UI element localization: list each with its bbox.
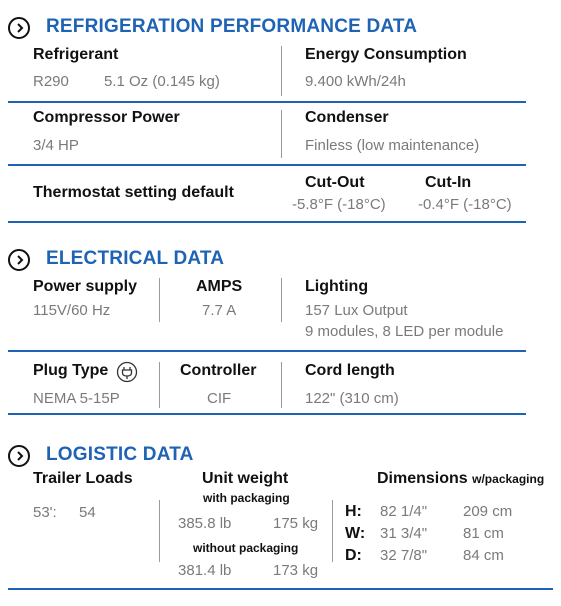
divider <box>8 350 526 352</box>
dimensions-suffix: w/packaging <box>472 472 545 486</box>
plug-value: NEMA 5-15P <box>33 390 120 407</box>
with-packaging-label: with packaging <box>203 491 290 505</box>
divider <box>8 588 553 590</box>
without-packaging-lb: 381.4 lb <box>178 562 232 579</box>
without-packaging-kg: 173 kg <box>273 562 319 579</box>
divider <box>159 362 160 408</box>
amps-value: 7.7 A <box>202 302 237 319</box>
height-cm: 209 cm <box>463 503 513 520</box>
depth-label: D: <box>345 547 362 564</box>
divider <box>281 46 282 96</box>
depth-cm: 84 cm <box>463 547 504 564</box>
depth-inches: 32 7/8" <box>380 547 428 564</box>
height-label: H: <box>345 503 362 520</box>
divider <box>8 413 526 415</box>
refrigerant-type: R290 <box>33 73 69 90</box>
with-packaging-kg: 175 kg <box>273 515 319 532</box>
refrigerant-label: Refrigerant <box>33 46 119 63</box>
amps-label: AMPS <box>196 278 243 295</box>
dimensions-title: Dimensions <box>377 470 468 487</box>
refrigerant-amount: 5.1 Oz (0.145 kg) <box>104 73 220 90</box>
controller-value: CIF <box>207 390 232 407</box>
with-packaging-lb: 385.8 lb <box>178 515 232 532</box>
width-cm: 81 cm <box>463 525 504 542</box>
divider <box>281 278 282 322</box>
lighting-line2: 9 modules, 8 LED per module <box>305 323 504 340</box>
width-label: W: <box>345 525 366 542</box>
power-value: 115V/60 Hz <box>33 302 111 319</box>
compressor-label: Compressor Power <box>33 109 180 126</box>
cutout-label: Cut-Out <box>305 174 365 191</box>
plug-icon <box>116 361 138 383</box>
divider <box>8 164 526 166</box>
compressor-value: 3/4 HP <box>33 137 79 154</box>
energy-label: Energy Consumption <box>305 46 467 63</box>
energy-value: 9.400 kWh/24h <box>305 73 406 90</box>
weight-label: Unit weight <box>202 470 289 487</box>
trailer-label: Trailer Loads <box>33 470 133 487</box>
divider <box>159 500 160 562</box>
controller-label: Controller <box>180 362 257 379</box>
plug-label: Plug Type <box>33 362 109 379</box>
dimensions-label <box>377 470 544 488</box>
section-title-refrigeration: REFRIGERATION PERFORMANCE DATA <box>46 16 418 37</box>
chevron-right-circle-icon <box>8 249 30 271</box>
cutout-value: -5.8°F (-18°C) <box>292 196 386 213</box>
chevron-right-circle-icon <box>8 17 30 39</box>
divider <box>281 110 282 158</box>
condenser-value: Finless (low maintenance) <box>305 137 480 154</box>
trailer-count: 54 <box>79 504 96 521</box>
cutin-label: Cut-In <box>425 174 472 191</box>
height-inches: 82 1/4" <box>380 503 428 520</box>
divider <box>8 221 526 223</box>
trailer-size: 53': <box>33 504 57 521</box>
cutin-value: -0.4°F (-18°C) <box>418 196 512 213</box>
lighting-line1: 157 Lux Output <box>305 302 408 319</box>
width-inches: 31 3/4" <box>380 525 428 542</box>
divider <box>332 500 333 562</box>
divider <box>159 278 160 322</box>
power-label: Power supply <box>33 278 138 295</box>
section-title-electrical: ELECTRICAL DATA <box>46 248 225 269</box>
thermostat-label: Thermostat setting default <box>33 184 234 201</box>
section-title-logistic: LOGISTIC DATA <box>46 444 194 465</box>
cord-value: 122" (310 cm) <box>305 390 399 407</box>
cord-label: Cord length <box>305 362 395 379</box>
condenser-label: Condenser <box>305 109 389 126</box>
without-packaging-label: without packaging <box>193 541 299 555</box>
chevron-right-circle-icon <box>8 445 30 467</box>
divider <box>281 362 282 408</box>
lighting-label: Lighting <box>305 278 369 295</box>
divider <box>8 101 526 103</box>
